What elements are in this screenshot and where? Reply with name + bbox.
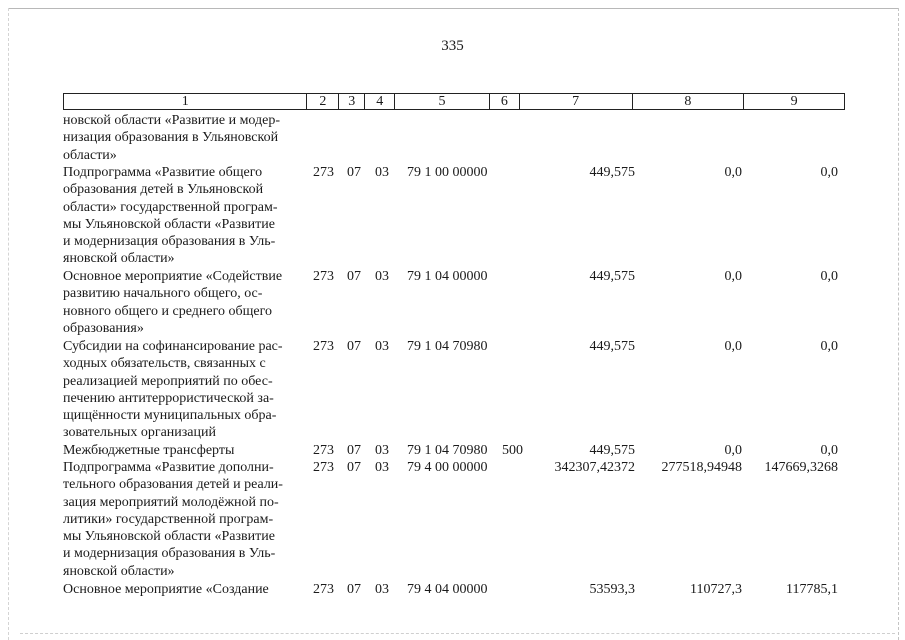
cell-col-3: 07 — [347, 269, 361, 284]
page-frame-left — [8, 8, 9, 640]
page-frame-top — [8, 8, 899, 9]
row-description — [63, 268, 303, 337]
header-col-4: 4 — [364, 94, 394, 109]
description-line: Подпрограмма «Развитие общего — [63, 165, 263, 180]
table-header-row — [63, 93, 845, 110]
row-description — [63, 112, 303, 164]
cell-col-5: 79 4 04 00000 — [407, 582, 488, 597]
cell-col-5: 79 1 04 70980 — [407, 443, 488, 458]
page-number: 335 — [441, 38, 464, 54]
cell-col-7: 53593,3 — [589, 582, 635, 597]
description-line: образования» — [63, 320, 144, 336]
cell-col-8: 0,0 — [724, 165, 742, 180]
description-line: мы Ульяновской области «Развитие — [63, 216, 275, 232]
description-line: и модернизация образования в Уль- — [63, 234, 276, 250]
description-line: тельного образования детей и реали- — [63, 477, 283, 493]
cell-col-2: 273 — [313, 443, 334, 458]
cell-col-3: 07 — [347, 460, 361, 475]
row-description — [63, 164, 303, 268]
cell-col-3: 07 — [347, 165, 361, 180]
cell-col-9: 0,0 — [820, 443, 838, 458]
cell-col-8: 277518,94948 — [661, 460, 742, 475]
header-col-8: 8 — [632, 94, 744, 109]
header-col-5: 5 — [394, 94, 489, 109]
cell-col-5: 79 1 04 00000 — [407, 269, 488, 284]
cell-col-4: 03 — [375, 165, 389, 180]
description-line: щищённости муниципальных обра- — [63, 408, 277, 424]
description-line: Основное мероприятие «Содействие — [63, 269, 283, 284]
description-line: области» — [63, 147, 117, 163]
description-line: зовательных организаций — [63, 425, 216, 441]
page-frame-right — [898, 8, 899, 640]
cell-col-4: 03 — [375, 582, 389, 597]
description-line: новного общего и среднего общего — [63, 303, 272, 319]
header-col-9: 9 — [743, 94, 844, 109]
cell-col-2: 273 — [313, 269, 334, 284]
description-line: области» государственной програм- — [63, 199, 278, 215]
header-col-6: 6 — [489, 94, 519, 109]
cell-col-4: 03 — [375, 339, 389, 354]
row-description — [63, 459, 303, 580]
description-line: новской области «Развитие и модер- — [63, 113, 281, 128]
cell-col-4: 03 — [375, 443, 389, 458]
cell-col-5: 79 4 00 00000 — [407, 460, 488, 475]
header-col-3: 3 — [338, 94, 364, 109]
cell-col-5: 79 1 04 70980 — [407, 339, 488, 354]
row-description — [63, 581, 303, 598]
description-line: ходных обязательств, связанных с — [63, 356, 266, 372]
cell-col-9: 0,0 — [820, 339, 838, 354]
description-line: реализацией мероприятий по обес- — [63, 373, 273, 389]
page-frame-bottom — [20, 633, 895, 634]
cell-col-2: 273 — [313, 460, 334, 475]
cell-col-2: 273 — [313, 165, 334, 180]
cell-col-2: 273 — [313, 582, 334, 597]
cell-col-3: 07 — [347, 339, 361, 354]
description-line: зация мероприятий молодёжной по- — [63, 494, 279, 510]
cell-col-8: 0,0 — [724, 269, 742, 284]
cell-col-3: 07 — [347, 443, 361, 458]
header-col-7: 7 — [519, 94, 632, 109]
description-line: Подпрограмма «Развитие дополни- — [63, 460, 274, 475]
description-line: яновской области» — [63, 563, 175, 579]
cell-col-7: 449,575 — [589, 269, 635, 284]
description-line: печению антитеррористической за- — [63, 390, 274, 406]
cell-col-6: 500 — [502, 443, 523, 458]
cell-col-9: 147669,3268 — [764, 460, 838, 475]
cell-col-8: 110727,3 — [690, 582, 742, 597]
cell-col-9: 0,0 — [820, 269, 838, 284]
cell-col-8: 0,0 — [724, 339, 742, 354]
description-line: низация образования в Ульяновской — [63, 130, 279, 146]
cell-col-7: 449,575 — [589, 339, 635, 354]
cell-col-8: 0,0 — [724, 443, 742, 458]
description-line: яновской области» — [63, 251, 175, 267]
cell-col-3: 07 — [347, 582, 361, 597]
cell-col-5: 79 1 00 00000 — [407, 165, 488, 180]
description-line: и модернизация образования в Уль- — [63, 546, 276, 562]
description-line: литики» государственной програм- — [63, 511, 274, 527]
header-col-2: 2 — [306, 94, 338, 109]
description-line: развитию начального общего, ос- — [63, 286, 263, 302]
cell-col-4: 03 — [375, 269, 389, 284]
cell-col-9: 0,0 — [820, 165, 838, 180]
cell-col-7: 449,575 — [589, 165, 635, 180]
cell-col-2: 273 — [313, 339, 334, 354]
cell-col-7: 449,575 — [589, 443, 635, 458]
cell-col-9: 117785,1 — [786, 582, 838, 597]
description-line: мы Ульяновской области «Развитие — [63, 529, 275, 545]
cell-col-4: 03 — [375, 460, 389, 475]
row-description — [63, 442, 303, 459]
description-line: образования детей в Ульяновской — [63, 182, 264, 198]
row-description — [63, 338, 303, 442]
cell-col-7: 342307,42372 — [554, 460, 635, 475]
header-col-1: 1 — [181, 94, 189, 109]
description-line: Межбюджетные трансферты — [63, 443, 235, 458]
description-line: Субсидии на софинансирование рас- — [63, 339, 283, 354]
description-line: Основное мероприятие «Создание — [63, 582, 269, 597]
